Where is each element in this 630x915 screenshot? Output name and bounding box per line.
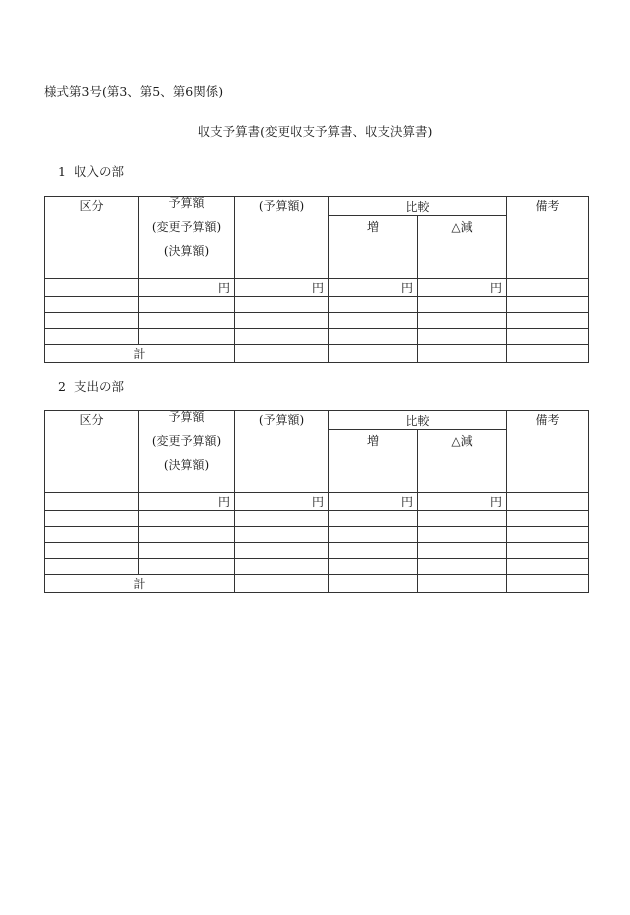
table-cell [418,297,507,313]
table-cell [329,527,418,543]
table-cell [235,329,329,345]
table-cell [507,345,589,363]
table-cell [507,493,589,511]
table-cell [45,527,139,543]
table-cell [329,511,418,527]
table-cell [507,329,589,345]
header-kubun: 区分 [45,197,139,279]
header-increase: 増 [329,216,418,279]
table-cell [45,329,139,345]
table-cell [235,313,329,329]
table-row [45,313,589,329]
header-decrease: △減 [418,216,507,279]
table-cell [45,559,139,575]
table-cell [418,559,507,575]
table-cell [329,559,418,575]
header-budget [139,197,235,279]
table-cell [507,279,589,297]
section-number: 2 [58,379,66,394]
unit-cell: 円 [329,493,418,511]
table-cell [45,279,139,297]
table-row [45,329,589,345]
total-row [45,575,589,593]
table-cell [139,511,235,527]
table-cell [235,543,329,559]
document-title: 収支予算書(変更収支予算書、収支決算書) [197,124,433,139]
total-label: 計 [45,345,235,363]
header-budget-prev: (予算額) [235,197,329,279]
unit-cell: 円 [418,493,507,511]
table-cell [418,329,507,345]
table-cell [139,543,235,559]
header-increase: 増 [329,430,418,493]
table-cell [507,297,589,313]
table-cell [507,575,589,593]
unit-row [45,279,589,297]
form-number-label: 様式第3号(第3、第5、第6関係) [44,84,224,99]
unit-cell: 円 [235,279,329,297]
unit-cell: 円 [139,493,235,511]
header-budget-prev: (予算額) [235,411,329,493]
table-cell [45,313,139,329]
unit-cell: 円 [235,493,329,511]
table-cell [418,345,507,363]
total-label: 計 [45,575,235,593]
table-cell [45,511,139,527]
section-number: 1 [58,164,66,179]
table-row [45,543,589,559]
table-cell [507,511,589,527]
table-cell [418,511,507,527]
table-cell [235,527,329,543]
table-cell [507,559,589,575]
table-cell [139,297,235,313]
table-cell [507,313,589,329]
table-cell [45,297,139,313]
section-heading-income [58,166,124,179]
table-cell [329,313,418,329]
header-kubun: 区分 [45,411,139,493]
table-cell [329,543,418,559]
table-row [45,511,589,527]
unit-cell: 円 [139,279,235,297]
table-cell [329,329,418,345]
total-row [45,345,589,363]
table-cell [418,543,507,559]
table-cell [45,493,139,511]
header-budget-changed: (変更予算額) [151,434,222,448]
table-cell [235,575,329,593]
unit-cell: 円 [329,279,418,297]
table-row [45,559,589,575]
expense-budget-table [44,410,589,593]
header-budget-label: 予算額 [168,196,205,210]
header-budget-changed: (変更予算額) [151,220,222,234]
table-cell [418,575,507,593]
table-cell [418,313,507,329]
table-cell [235,297,329,313]
unit-row [45,493,589,511]
header-remarks: 備考 [507,197,589,279]
table-cell [418,527,507,543]
section-label: 収入の部 [74,164,125,179]
table-cell [507,527,589,543]
table-cell [329,575,418,593]
income-budget-table [44,196,589,363]
table-row [45,527,589,543]
header-compare: 比較 [329,411,507,430]
table-cell [139,313,235,329]
header-remarks: 備考 [507,411,589,493]
table-cell [329,297,418,313]
table-cell [139,527,235,543]
table-cell [235,345,329,363]
table-cell [45,543,139,559]
table-cell [235,511,329,527]
header-budget-final: (決算額) [163,458,210,472]
table-cell [329,345,418,363]
table-cell [507,543,589,559]
header-budget-label: 予算額 [168,410,205,424]
header-budget [139,411,235,493]
header-compare: 比較 [329,197,507,216]
table-cell [139,329,235,345]
section-label: 支出の部 [74,379,125,394]
table-cell [139,559,235,575]
table-cell [235,559,329,575]
unit-cell: 円 [418,279,507,297]
header-decrease: △減 [418,430,507,493]
header-budget-final: (決算額) [163,244,210,258]
section-heading-expense [58,381,124,394]
table-row [45,297,589,313]
